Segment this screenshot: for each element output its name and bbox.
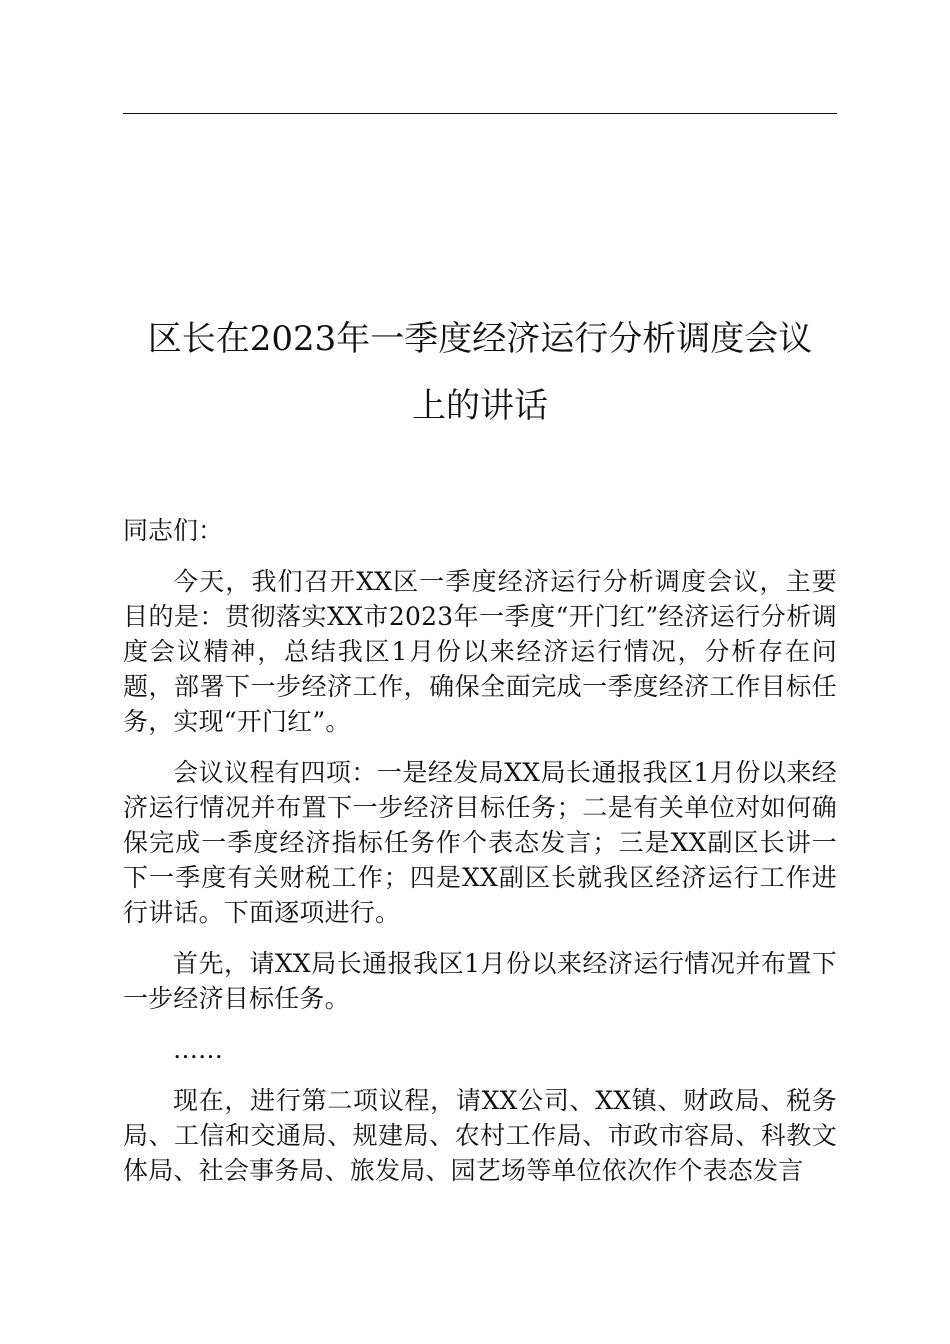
title-line-2: 上的讲话 (412, 386, 548, 426)
header-rule (123, 113, 837, 114)
title-line-1: 区长在2023年一季度经济运行分析调度会议 (147, 319, 813, 359)
paragraph-first-item: 首先，请XX局长通报我区1月份以来经济运行情况并布置下一步经济目标任务。 (123, 949, 837, 1013)
paragraph-agenda: 会议议程有四项：一是经发局XX局长通报我区1月份以来经济运行情况并布置下一步经济目标任务；二是有关单位对如何确保完成一季度经济指标任务作个表态发言；三是XX副区长讲一下一季度有关财税工作；四是XX副区长就我区经济运行工作进行讲话。下面逐项进行。 (123, 758, 837, 927)
document-title (123, 306, 837, 440)
paragraph-second-item: 现在，进行第二项议程，请XX公司、XX镇、财政局、税务局、工信和交通局、规建局、农村工作局、市政市容局、科教文体局、社会事务局、旅发局、园艺场等单位依次作个表态发言 (123, 1086, 837, 1185)
document-body (123, 564, 837, 1204)
paragraph-ellipsis: …… (173, 1035, 223, 1064)
paragraph-intro: 今天，我们召开XX区一季度经济运行分析调度会议，主要目的是：贯彻落实XX市2023年一季度“开门红”经济运行分析调度会议精神，总结我区1月份以来经济运行情况，分析存在问题，部署下一步经济工作，确保全面完成一季度经济工作目标任务，实现“开门红”。 (123, 567, 837, 736)
salutation: 同志们： (123, 516, 224, 545)
